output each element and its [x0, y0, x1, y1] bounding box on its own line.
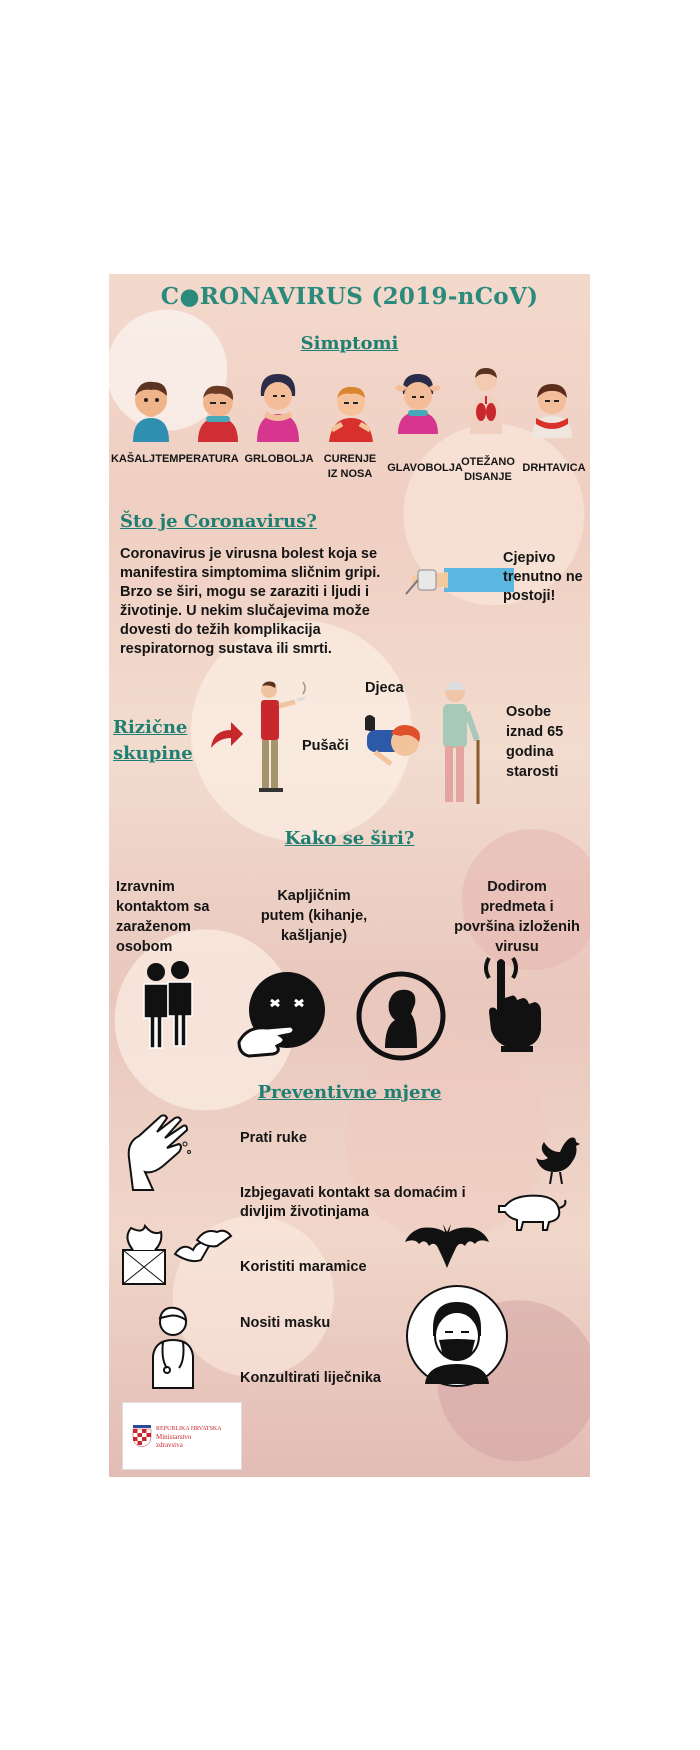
pig-icon	[497, 1192, 569, 1232]
prevention-item: Nositi masku	[240, 1315, 331, 1331]
prevention-item: Koristiti maramice	[240, 1259, 367, 1275]
doctor-icon	[149, 1304, 199, 1390]
symptom-label: OTEŽANO DISANJE	[461, 456, 515, 483]
symptom-label: GRLOBOLJA	[244, 453, 314, 465]
smokers-label: Pušači	[302, 738, 349, 754]
tissues-icon	[113, 1224, 233, 1286]
elderly-person-icon	[431, 680, 487, 808]
bat-icon	[405, 1218, 489, 1270]
symptom-label: KAŠALJ	[110, 453, 155, 465]
chicken-icon	[532, 1134, 584, 1186]
two-people-icon	[134, 962, 204, 1050]
headache-child-icon	[393, 370, 443, 434]
logo-line: zdravstva	[156, 1441, 183, 1449]
spread-heading: Kako se širi?	[284, 828, 415, 849]
symptom-label: GLAVOBOLJA	[387, 462, 463, 474]
coughing-person-icon	[355, 970, 447, 1062]
sore-throat-child-icon	[255, 370, 301, 442]
what-is-heading: Što je Coronavirus?	[120, 511, 317, 532]
elderly-label: Osobe iznad 65 godina starosti	[506, 704, 564, 780]
vaccine-note: Cjepivo trenutno ne postoji!	[503, 550, 583, 604]
coat-of-arms-icon	[133, 1425, 151, 1447]
child-lying-icon	[361, 712, 425, 770]
prevention-heading: Preventivne mjere	[257, 1082, 442, 1103]
spread-surfaces-text: Dodirom predmeta i površina izloženih virusu	[454, 879, 580, 955]
spread-droplets-text: Kapljičnim putem (kihanje, kašljanje)	[260, 888, 368, 944]
prevention-item: Izbjegavati kontakt sa domaćim i divljim životinjama	[240, 1185, 466, 1220]
what-is-text: Coronavirus je virusna bolest koja se manifestira simptomima sličnim gripi. Brzo se širi, mogu se zaraziti i ljudi i životinje. U nekim slučajevima može dovesti do težih komplikacija respiratornog sustava ili smrti.	[120, 546, 381, 657]
shivering-child-icon	[530, 382, 574, 438]
spread-direct-text: Izravnim kontaktom sa zaraženom osobom	[116, 879, 210, 955]
poster-title: C●RONAVIRUS (2019-nCoV)	[160, 283, 539, 310]
logo-line: REPUBLIKA HRVATSKA	[156, 1426, 222, 1432]
infographic-poster	[109, 274, 590, 1477]
prevention-item: Konzultirati liječnika	[240, 1370, 381, 1386]
vaccine-syringe-icon	[404, 560, 514, 600]
runny-nose-child-icon	[328, 384, 374, 442]
symptom-label: TEMPERATURA	[155, 453, 239, 465]
logo-line: Ministarstvo	[156, 1433, 192, 1441]
breathing-difficulty-icon	[468, 366, 504, 434]
sneezing-face-icon	[237, 970, 327, 1060]
prevention-item: Prati ruke	[240, 1130, 307, 1146]
symptom-label: DRHTAVICA	[522, 462, 586, 474]
hand-washing-icon	[123, 1112, 195, 1192]
fever-child-icon	[196, 384, 240, 442]
face-mask-icon	[405, 1284, 509, 1388]
pointing-hand-icon	[481, 954, 551, 1054]
symptoms-heading: Simptomi	[300, 333, 399, 354]
ministry-logo	[122, 1402, 242, 1470]
symptom-label: CURENJE IZ NOSA	[323, 453, 377, 480]
logo-text	[156, 1425, 222, 1449]
red-arrow-icon	[207, 720, 243, 752]
children-label: Djeca	[365, 680, 404, 696]
coughing-child-icon	[129, 378, 173, 442]
risk-groups-heading: Rizične skupine	[113, 717, 193, 764]
